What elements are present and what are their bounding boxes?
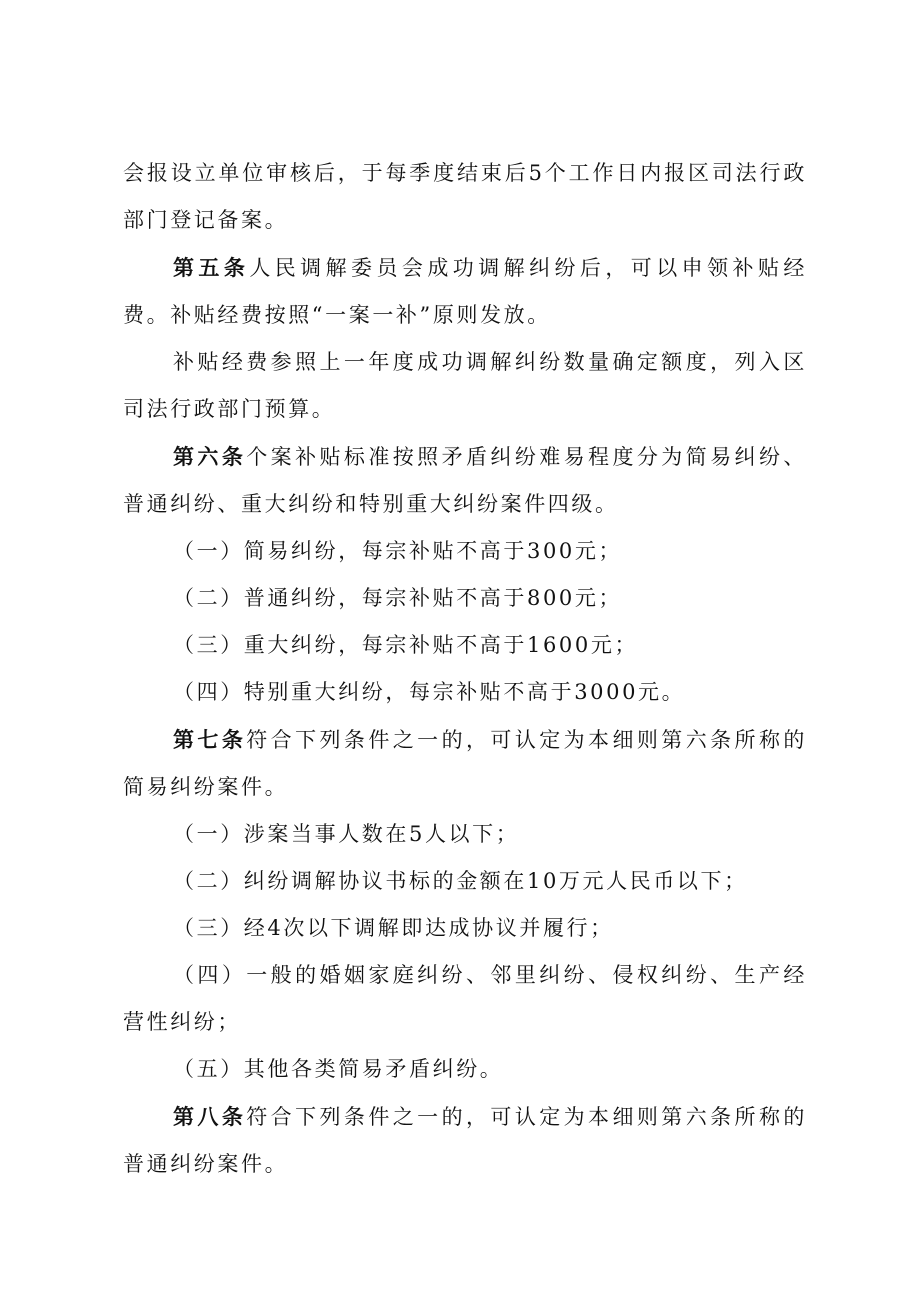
- article-6-item-3-text: （三）重大纠纷，每宗补贴不高于1600元；: [173, 633, 639, 657]
- article-7-item-3-text: （三）经4次以下调解即达成协议并履行；: [173, 916, 614, 940]
- article-6-item-4: [123, 669, 807, 716]
- article-6-item-3: [123, 622, 807, 669]
- article-5-text: 人民调解委员会成功调解纠纷后，可以申领补贴经费。补贴经费按照“一案一补”原则发放。: [123, 256, 807, 327]
- article-7-paragraph: [123, 716, 807, 811]
- paragraph-1-text: 会报设立单位审核后，于每季度结束后5个工作日内报区司法行政部门登记备案。: [123, 161, 807, 232]
- article-7-item-4: [123, 952, 807, 1046]
- article-6-item-2-text: （二）普通纠纷，每宗补贴不高于800元；: [173, 586, 623, 610]
- article-7-item-5: [123, 1046, 807, 1093]
- paragraph-1: [123, 150, 807, 244]
- article-6-text: 个案补贴标准按照矛盾纠纷难易程度分为简易纠纷、普通纠纷、重大纠纷和特别重大纠纷案件四级。: [123, 445, 807, 516]
- article-6-label: 第六条: [173, 444, 247, 469]
- article-6-item-1-text: （一）简易纠纷，每宗补贴不高于300元；: [173, 539, 623, 563]
- article-6-item-2: [123, 575, 807, 622]
- article-5-label: 第五条: [173, 255, 250, 280]
- article-7-item-5-text: （五）其他各类简易矛盾纠纷。: [173, 1057, 504, 1081]
- article-7-text: 符合下列条件之一的，可认定为本细则第六条所称的简易纠纷案件。: [123, 728, 807, 799]
- article-6-paragraph: [123, 433, 807, 528]
- article-8-label: 第八条: [173, 1104, 247, 1129]
- article-6-item-1: [123, 528, 807, 575]
- article-7-item-1-text: （一）涉案当事人数在5人以下；: [173, 822, 520, 846]
- paragraph-3-text: 补贴经费参照上一年度成功调解纠纷数量确定额度，列入区司法行政部门预算。: [123, 350, 807, 421]
- article-7-item-2-text: （二）纠纷调解协议书标的金额在10万元人民币以下；: [173, 869, 748, 893]
- article-7-item-4-text: （四）一般的婚姻家庭纠纷、邻里纠纷、侵权纠纷、生产经营性纠纷；: [123, 963, 807, 1034]
- paragraph-3: [123, 339, 807, 433]
- article-7-item-1: [123, 811, 807, 858]
- article-8-paragraph: [123, 1093, 807, 1188]
- article-7-item-3: [123, 905, 807, 952]
- article-7-label: 第七条: [173, 727, 247, 752]
- article-8-text: 符合下列条件之一的，可认定为本细则第六条所称的普通纠纷案件。: [123, 1105, 807, 1176]
- article-5-paragraph: [123, 244, 807, 339]
- article-7-item-2: [123, 858, 807, 905]
- document-body: [123, 150, 807, 1188]
- article-6-item-4-text: （四）特别重大纠纷，每宗补贴不高于3000元。: [173, 680, 686, 704]
